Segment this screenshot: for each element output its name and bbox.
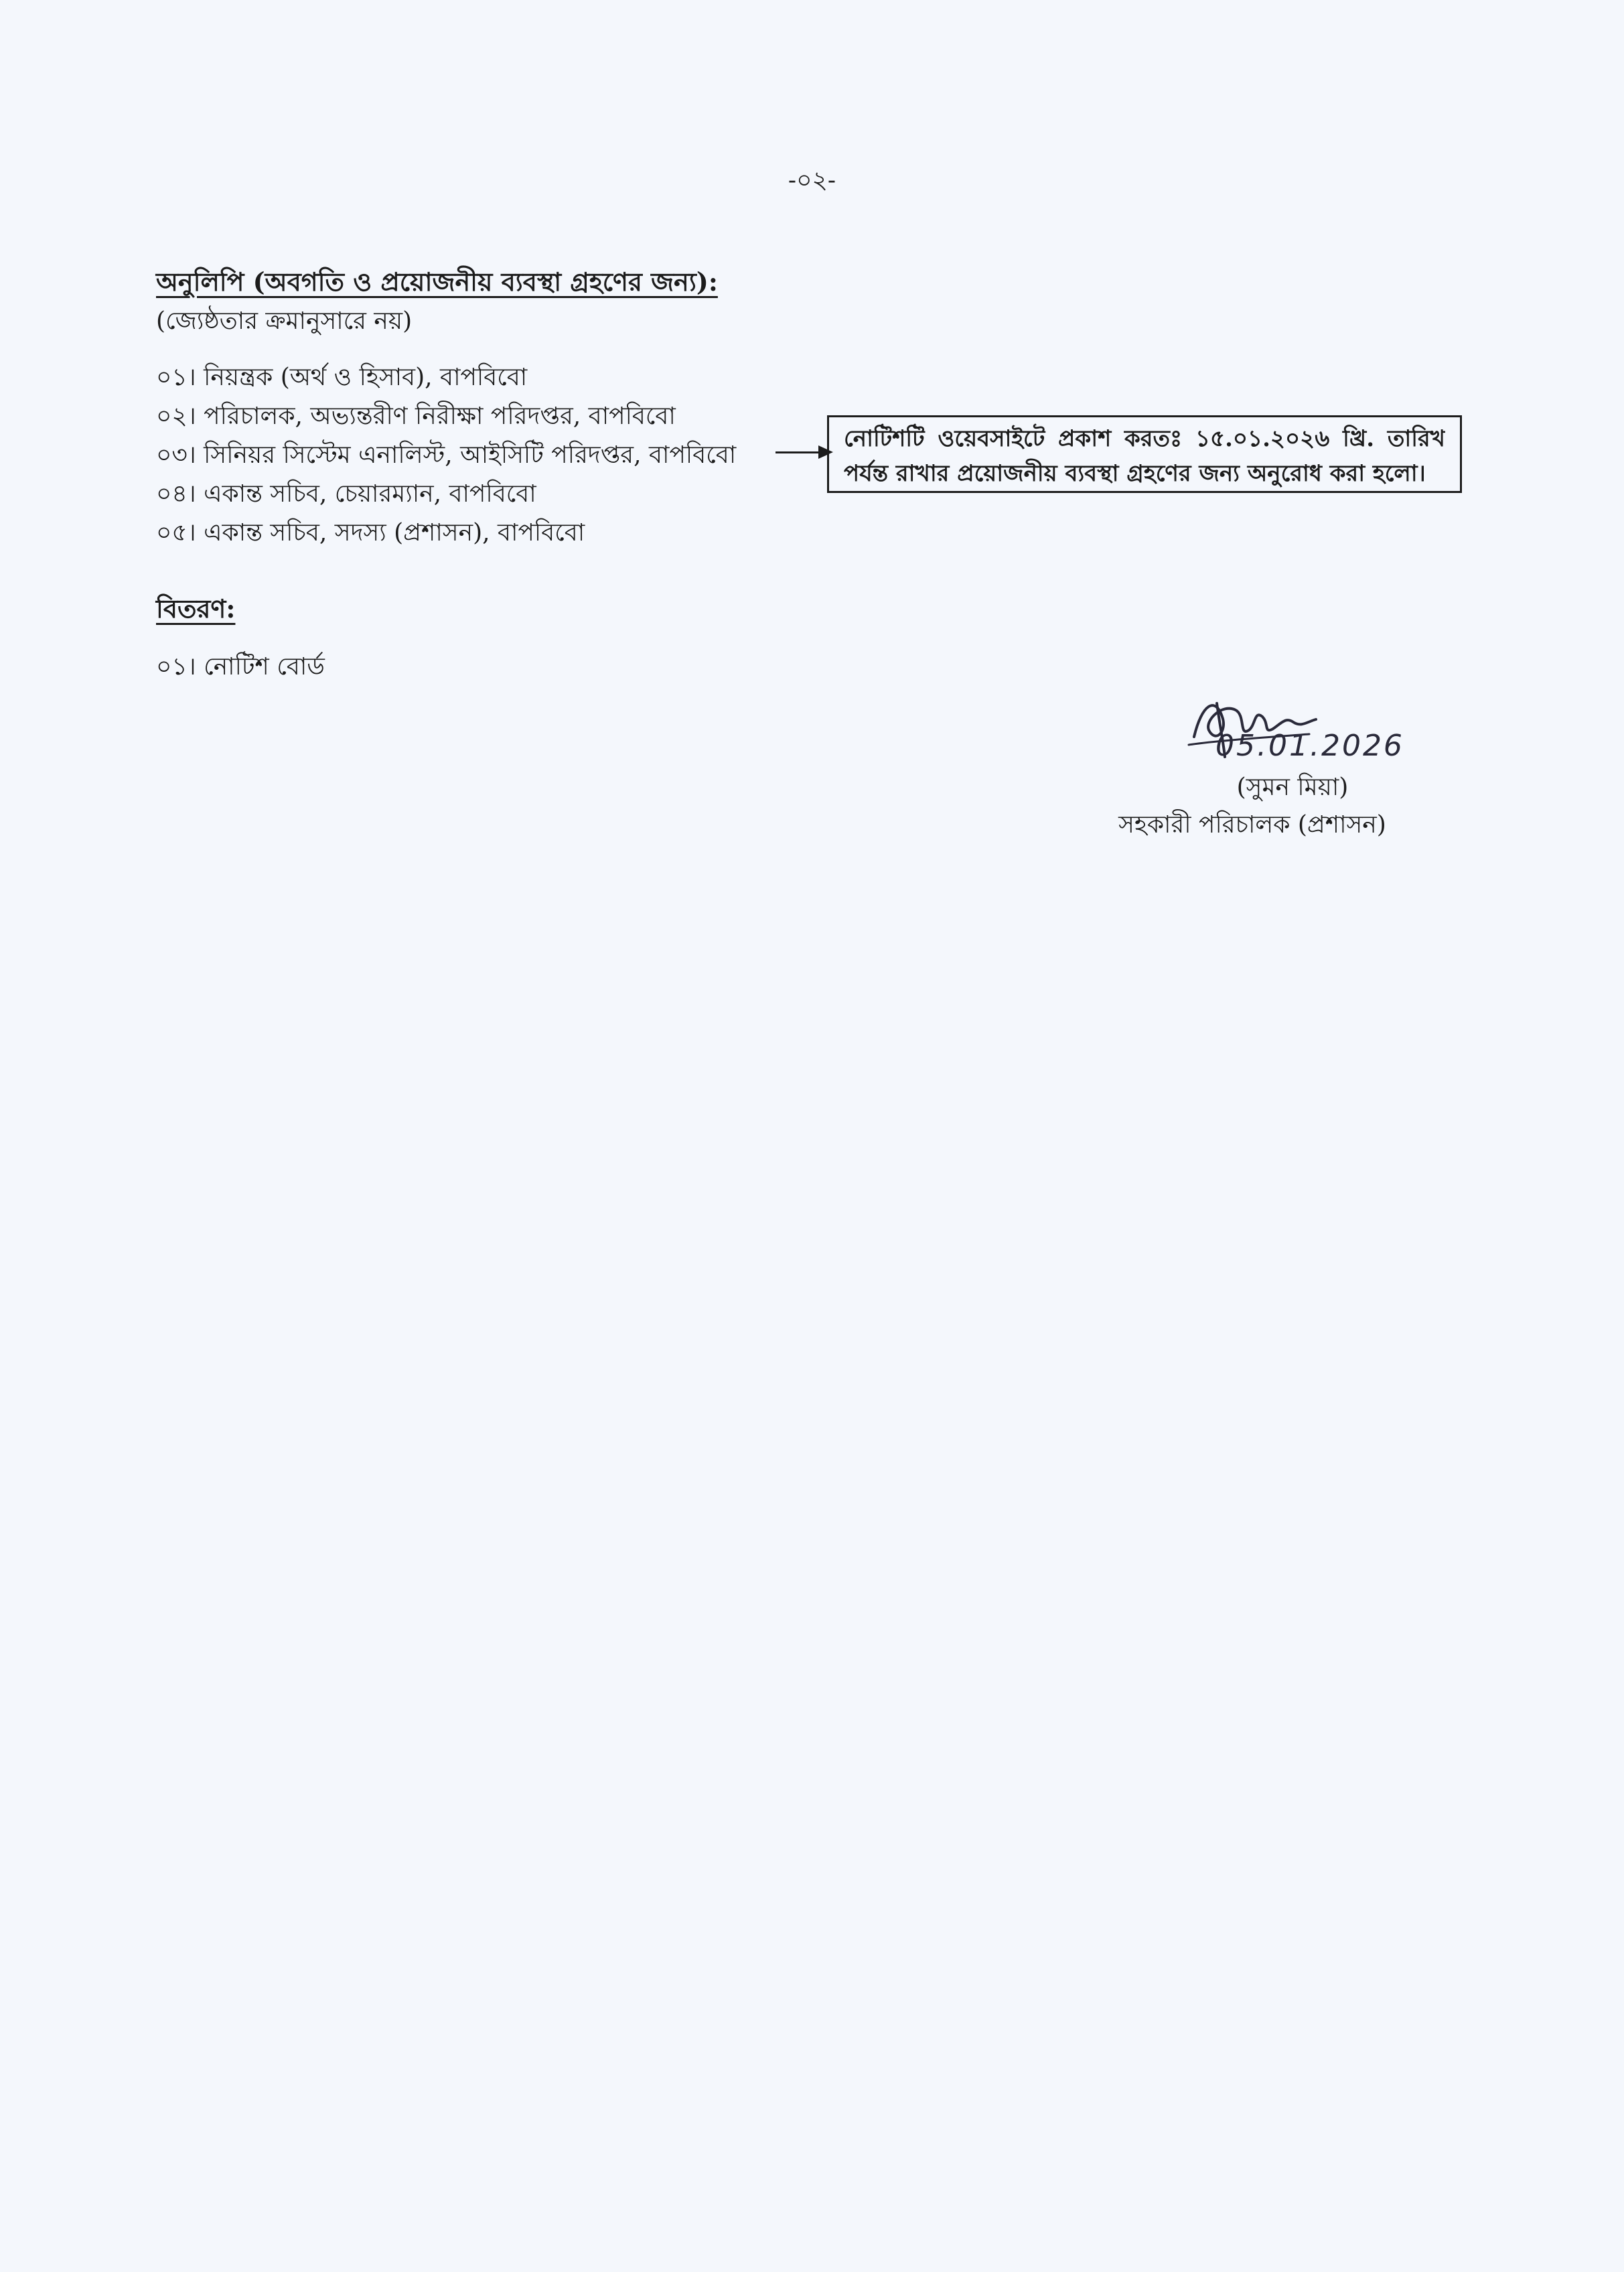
- callout-arrow-line: [776, 451, 822, 453]
- distribution-heading: বিতরণ:: [156, 593, 236, 624]
- page-number: -০২-: [788, 167, 836, 194]
- distribution-item: ০১। নোটিশ বোর্ড: [156, 653, 325, 681]
- cc-item: ০১। নিয়ন্ত্রক (অর্থ ও হিসাব), বাপবিবো: [156, 364, 528, 391]
- signer-title: সহকারী পরিচালক (প্রশাসন): [1118, 811, 1386, 839]
- distribution-list: [156, 648, 325, 689]
- callout-line-1: নোটিশটি ওয়েবসাইটে প্রকাশ করতঃ ১৫.০১.২০২৬ খ্রি. তারিখ: [844, 425, 1445, 452]
- cc-item: ০৪। একান্ত সচিব, চেয়ারম্যান, বাপবিবো: [156, 480, 536, 508]
- cc-list: [156, 358, 736, 553]
- cc-order-note: (জ্যেষ্ঠতার ক্রমানুসারে নয়): [156, 307, 413, 335]
- cc-item: ০২। পরিচালক, অভ্যন্তরীণ নিরীক্ষা পরিদপ্তর, বাপবিবো: [156, 403, 676, 430]
- callout-line-2: পর্যন্ত রাখার প্রয়োজনীয় ব্যবস্থা গ্রহণের জন্য অনুরোধ করা হলো।: [844, 460, 1426, 487]
- cc-item: ০৫। একান্ত সচিব, সদস্য (প্রশাসন), বাপবিবো: [156, 519, 585, 547]
- website-notice-callout: [827, 415, 1462, 493]
- cc-heading: অনুলিপি (অবগতি ও প্রয়োজনীয় ব্যবস্থা গ্রহণের জন্য):: [156, 267, 718, 297]
- signature-date: 05.01.2026: [1215, 729, 1404, 763]
- cc-item: ০৩। সিনিয়র সিস্টেম এনালিস্ট, আইসিটি পরিদপ্তর, বাপবিবো: [156, 441, 737, 469]
- signer-name: (সুমন মিয়া): [1236, 774, 1349, 801]
